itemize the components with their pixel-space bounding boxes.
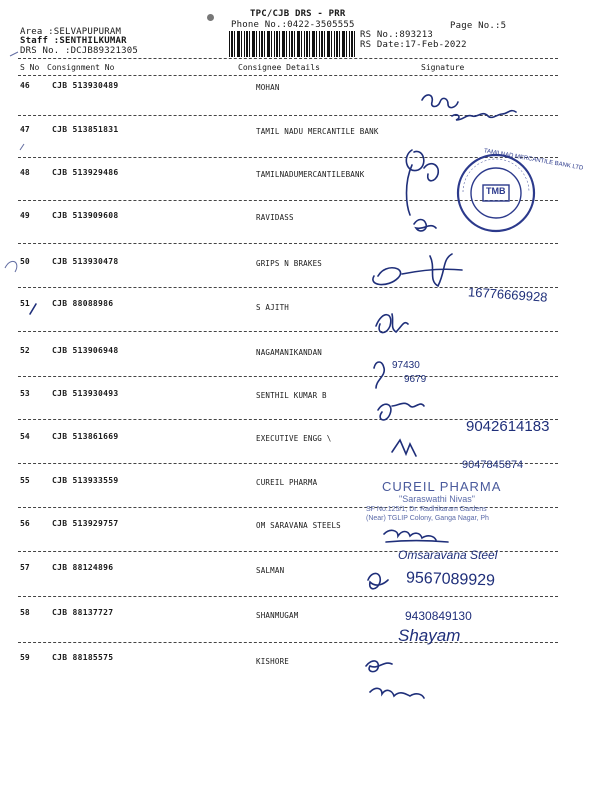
row-consignee: TAMILNADUMERCANTILEBANK	[256, 170, 365, 179]
row-consignment: CJB 513930489	[52, 81, 119, 90]
handwritten-phone-54: 9047845874	[462, 459, 524, 471]
handwritten-number-53b: 9679	[404, 374, 427, 385]
row-consignee: SHANMUGAM	[256, 611, 299, 620]
row-consignee: TAMIL NADU MERCANTILE BANK	[256, 127, 379, 136]
row-consignee: KISHORE	[256, 657, 290, 666]
row-consignment: CJB 88137727	[52, 608, 114, 617]
row-consignment: CJB 513930478	[52, 257, 119, 266]
row-consignment: CJB 513906948	[52, 346, 119, 355]
row-sno: 48	[20, 168, 30, 177]
row-sno: 50	[20, 257, 30, 266]
row-consignee: S AJITH	[256, 303, 290, 312]
bank-seal-mark: TMB	[486, 186, 506, 196]
handwritten-phone-53: 9042614183	[466, 418, 550, 435]
rs-date: RS Date:17-Feb-2022	[360, 40, 467, 50]
row-consignment: CJB 513861669	[52, 432, 119, 441]
cureil-stamp-sub: "Saraswathi Nivas"	[399, 494, 475, 504]
row-sno: 58	[20, 608, 30, 617]
row-consignee: SALMAN	[256, 566, 285, 575]
row-sno: 51	[20, 299, 30, 308]
row-sno: 59	[20, 653, 30, 662]
area-label: Area :SELVAPUPURAM	[20, 27, 122, 37]
row-consignee: CUREIL PHARMA	[256, 478, 318, 487]
handwritten-phone-50: 16776669928	[467, 284, 548, 305]
cureil-stamp-address1: SF No.125/1, Dr. Radhikaram Gardens	[366, 506, 487, 513]
phone-number: Phone No.:0422-3505555	[231, 20, 355, 30]
handwritten-steel-56: Omsaravana Steel	[398, 548, 498, 562]
row-sno: 56	[20, 519, 30, 528]
row-sno: 54	[20, 432, 30, 441]
bank-seal-text: TAMILNAD MERCANTILE BANK LTD	[483, 148, 584, 172]
row-sno: 47	[20, 125, 30, 134]
staff-label: Staff :SENTHILKUMAR	[20, 36, 127, 46]
page-number: Page No.:5	[450, 21, 507, 31]
document-title: TPC/CJB DRS - PRR	[250, 9, 346, 19]
row-consignment: CJB 513929757	[52, 519, 119, 528]
row-sno: 53	[20, 389, 30, 398]
row-consignment: CJB 513851831	[52, 125, 119, 134]
row-consignment: CJB 88088986	[52, 299, 114, 308]
handwritten-number-53a: 97430	[392, 360, 420, 371]
cureil-stamp-address2: (Near) TGLIP Colony, Ganga Nagar, Ph	[366, 515, 489, 522]
row-consignee: NAGAMANIKANDAN	[256, 348, 323, 357]
handwritten-name-58: Shayam	[398, 626, 461, 645]
row-consignee: EXECUTIVE ENGG \	[256, 434, 332, 443]
row-consignee: GRIPS N BRAKES	[256, 259, 323, 268]
row-consignment: CJB 513933559	[52, 476, 119, 485]
handwritten-phone-57: 9567089929	[405, 569, 496, 590]
rs-number: RS No.:893213	[360, 30, 434, 40]
row-consignee: MOHAN	[256, 83, 280, 92]
col-signature: Signature	[421, 63, 465, 72]
row-consignment: CJB 513929486	[52, 168, 119, 177]
handwritten-phone-58: 9430849130	[405, 609, 472, 623]
row-consignee: SENTHIL KUMAR B	[256, 391, 327, 400]
cureil-stamp-title: CUREIL PHARMA	[382, 479, 502, 494]
row-consignment: CJB 88124896	[52, 563, 114, 572]
row-sno: 46	[20, 81, 30, 90]
row-sno: 57	[20, 563, 30, 572]
row-consignee: OM SARAVANA STEELS	[256, 521, 341, 530]
row-consignment: CJB 513930493	[52, 389, 119, 398]
row-sno: 49	[20, 211, 30, 220]
drs-number: DRS No. :DCJB89321305	[20, 46, 138, 56]
col-consignee: Consignee Details	[238, 63, 320, 72]
row-sno: 52	[20, 346, 30, 355]
row-sno: 55	[20, 476, 30, 485]
row-consignee: RAVIDASS	[256, 213, 294, 222]
col-sno: S No	[20, 63, 40, 72]
row-consignment: CJB 88185575	[52, 653, 114, 662]
row-consignment: CJB 513909608	[52, 211, 119, 220]
col-consignment: Consignment No	[47, 63, 115, 72]
